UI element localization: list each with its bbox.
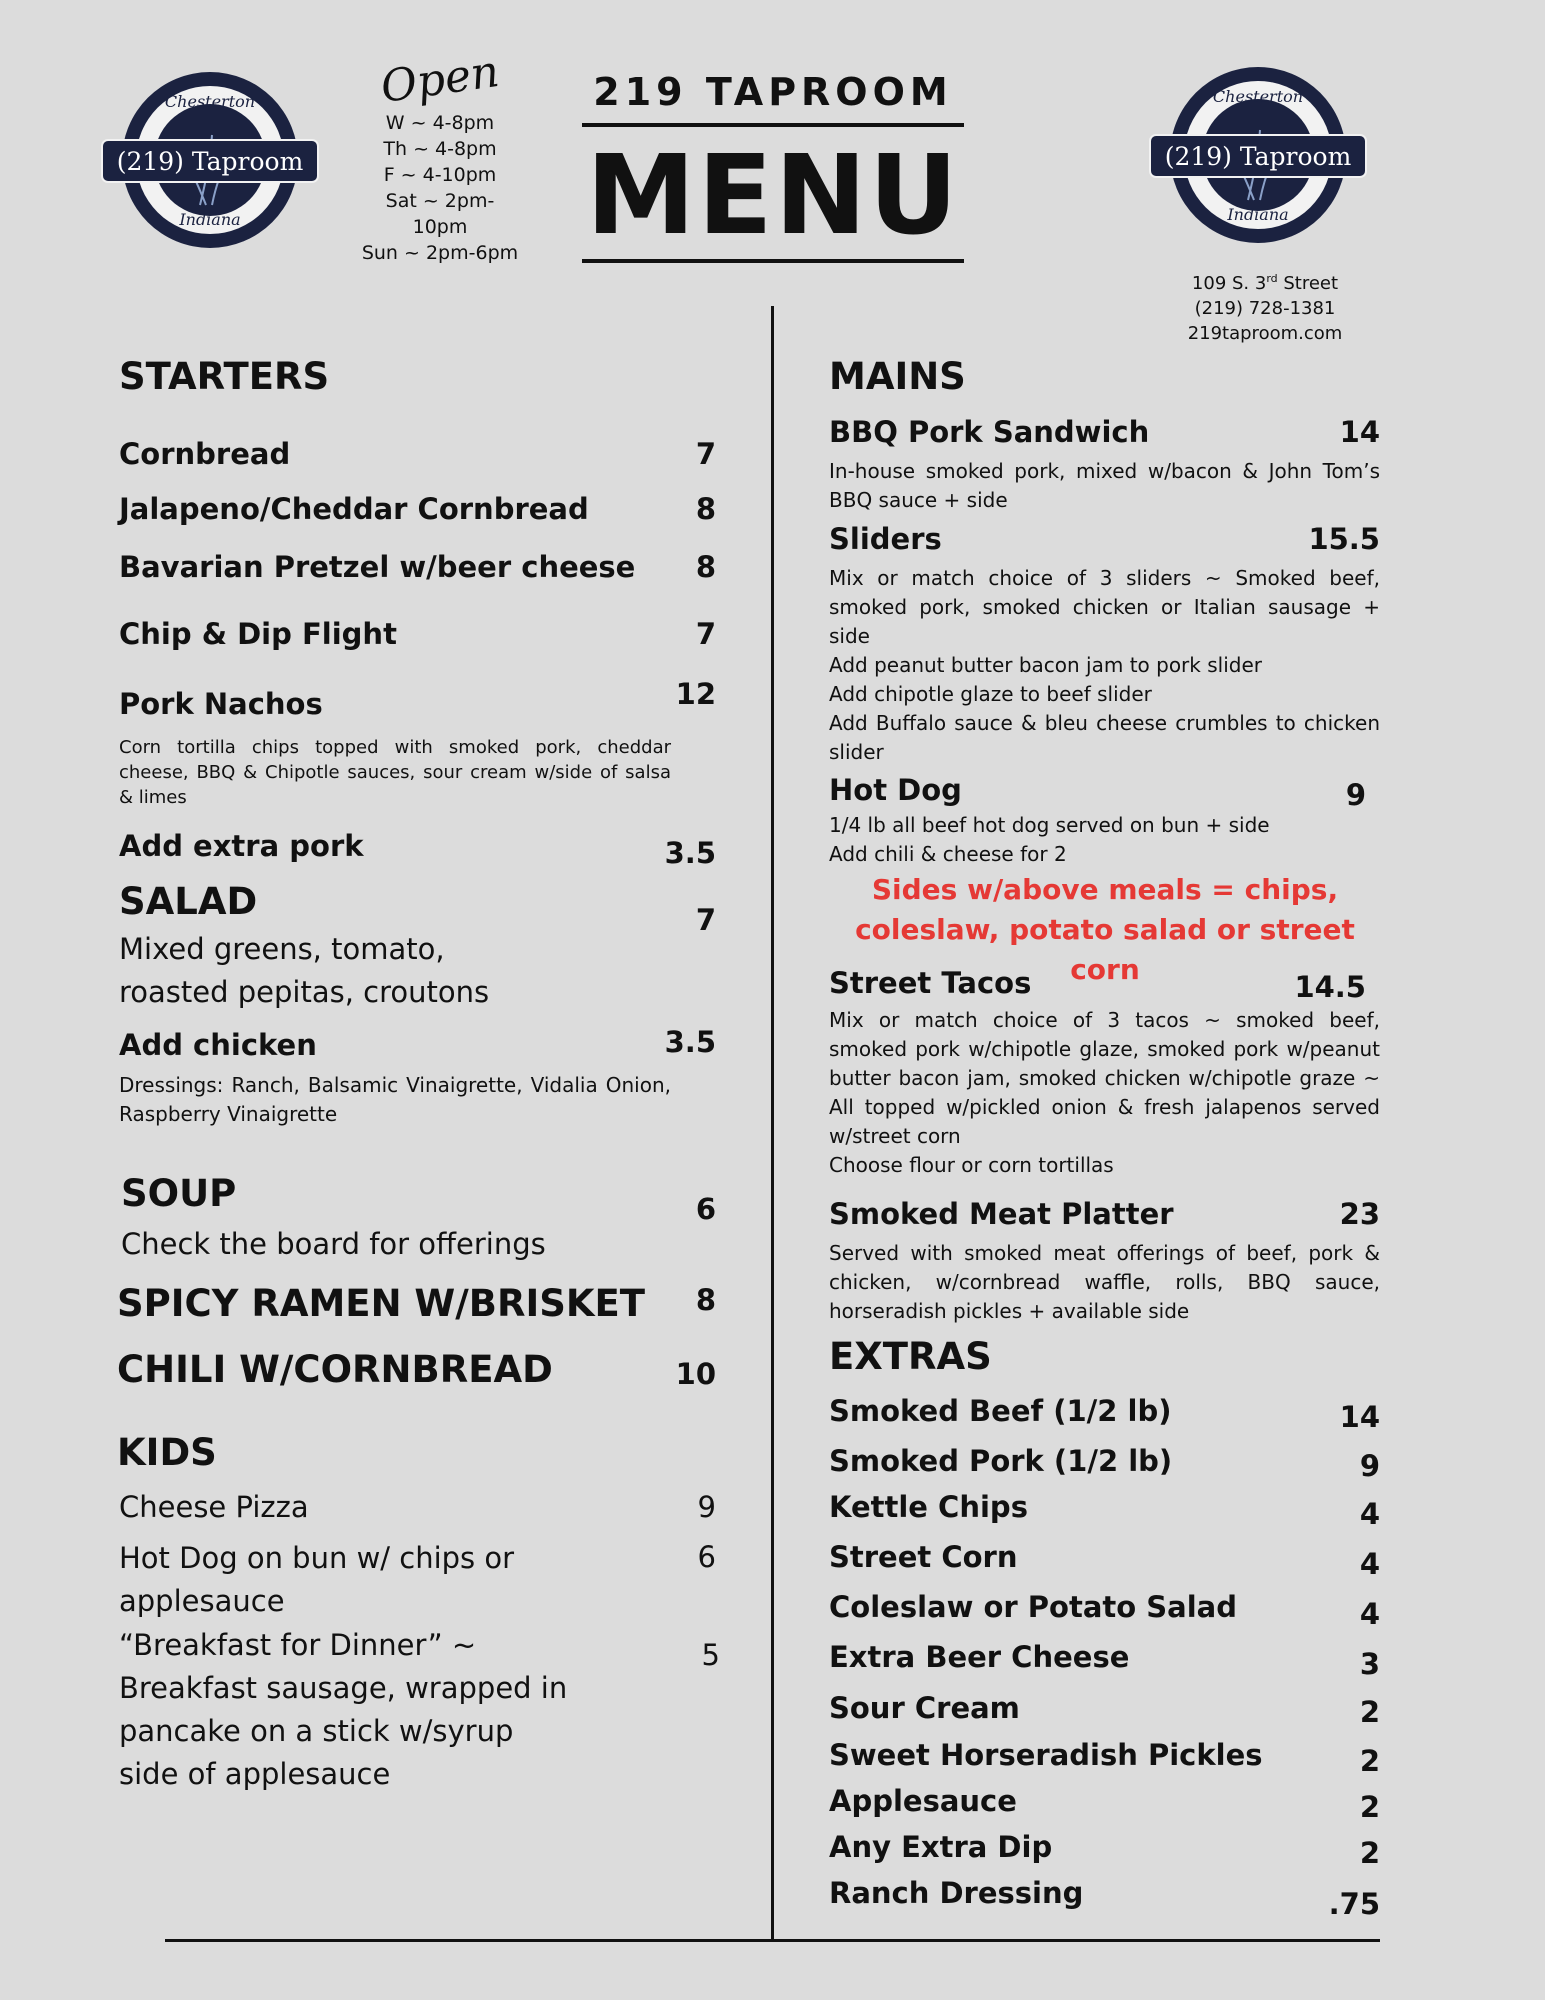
salad-dressings: Dressings: Ranch, Balsamic Vinaigrette, Vidalia Onion, Raspberry Vinaigrette <box>119 1073 671 1126</box>
chili-price: 10 <box>675 1357 716 1391</box>
menu-item-price: 5 <box>701 1638 720 1672</box>
menu-item-price: 4 <box>1359 1547 1380 1581</box>
menu-item-name: Sliders <box>829 522 942 556</box>
logo-bottom-text: Indiana <box>1227 205 1289 224</box>
menu-item-price: 3 <box>1359 1647 1380 1681</box>
chili-title: CHILI W/CORNBREAD <box>117 1348 553 1391</box>
salad-description: Mixed greens, tomato, <box>119 932 445 966</box>
menu-title: MENU <box>586 131 960 259</box>
menu-item-price: 12 <box>675 677 716 711</box>
hours-line: W ~ 4-8pm <box>385 112 495 134</box>
menu-item-price: 8 <box>695 492 716 526</box>
menu-item-price: .75 <box>1328 1887 1380 1921</box>
menu-item-price: 23 <box>1339 1197 1380 1231</box>
menu-item-name: Street Corn <box>829 1540 1018 1574</box>
salad-title: SALAD <box>119 880 258 923</box>
menu-item-name: BBQ Pork Sandwich <box>829 415 1150 449</box>
logo-center-text: (219) Taproom <box>116 147 304 176</box>
ramen-title: SPICY RAMEN W/BRISKET <box>117 1282 646 1325</box>
menu-item-price: 8 <box>695 550 716 584</box>
menu-item-price: 9 <box>697 1490 716 1524</box>
menu-item-name: Sweet Horseradish Pickles <box>829 1738 1263 1772</box>
hours-line: Th ~ 4-8pm <box>383 138 497 160</box>
menu-item-price: 14 <box>1339 415 1380 449</box>
soup-price: 6 <box>695 1192 716 1226</box>
website: 219taproom.com <box>1187 323 1343 344</box>
menu-item-name: Chip & Dip Flight <box>119 617 397 651</box>
menu-item-price: 3.5 <box>664 836 716 870</box>
menu-item-name: Coleslaw or Potato Salad <box>829 1590 1238 1624</box>
menu-item-price: 4 <box>1359 1597 1380 1631</box>
kids-breakfast: “Breakfast for Dinner” ~ Breakfast sausage, wrapped in pancake on a stick w/syrup side of applesauce <box>119 1628 568 1791</box>
logo-center-text: (219) Taproom <box>1164 142 1352 171</box>
salad-price: 7 <box>695 903 716 937</box>
mains-title: MAINS <box>829 355 966 398</box>
menu-item-price: 14.5 <box>1294 970 1366 1004</box>
menu-item-price: 15.5 <box>1308 522 1380 556</box>
menu-item-name: Cheese Pizza <box>119 1490 309 1524</box>
salad-description: roasted pepitas, croutons <box>119 975 490 1009</box>
menu-item-name: Street Tacos <box>829 966 1032 1000</box>
open-label: Open <box>377 45 503 114</box>
logo-left <box>100 65 320 255</box>
menu-item-price: 2 <box>1359 1790 1380 1824</box>
menu-item-name: Smoked Beef (1/2 lb) <box>829 1394 1172 1428</box>
menu-item-name: Ranch Dressing <box>829 1876 1084 1910</box>
menu-item-name: Applesauce <box>829 1784 1017 1818</box>
menu-item-description: 1/4 lb all beef hot dog served on bun + side Add chili & cheese for 2 <box>829 813 1270 866</box>
menu-item-name: Extra Beer Cheese <box>829 1640 1130 1674</box>
ramen-price: 8 <box>695 1283 716 1317</box>
column-divider <box>771 306 774 1942</box>
hours-line: Sat ~ 2pm-10pm <box>385 190 495 238</box>
menu-item-price: 9 <box>1345 778 1366 812</box>
logo-right <box>1148 60 1368 250</box>
menu-item-name: Smoked Meat Platter <box>829 1197 1174 1231</box>
contact-info <box>1150 266 1380 346</box>
logo-bottom-text: Indiana <box>179 210 241 229</box>
kids-title: KIDS <box>117 1431 217 1474</box>
menu-item-price: 6 <box>697 1540 716 1574</box>
menu-item-name: Hot Dog <box>829 773 962 807</box>
menu-item-price: 7 <box>695 437 716 471</box>
extras-title: EXTRAS <box>829 1335 992 1378</box>
address: 109 S. 3rd Street <box>1191 272 1339 294</box>
menu-item-name: Add chicken <box>119 1028 317 1062</box>
menu-item-description: Served with smoked meat offerings of beef, pork & chicken, w/cornbread waffle, rolls, BBQ sauce, horseradish pickles + available side <box>829 1241 1380 1323</box>
menu-item-name: Kettle Chips <box>829 1490 1028 1524</box>
logo-top-text: Chesterton <box>1212 87 1304 106</box>
menu-item-description: Mix or match choice of 3 sliders ~ Smoked beef, smoked pork, smoked chicken or Italian sausage + side Add peanut butter bacon jam to pork slider Add chipotle glaze to beef slider Add Buffalo sauce & bleu cheese crumbles to chicken slider <box>829 566 1380 764</box>
title-rule-bottom <box>582 259 964 263</box>
menu-item-price: 2 <box>1359 1836 1380 1870</box>
menu-item-price: 9 <box>1359 1449 1380 1483</box>
menu-item-name: Pork Nachos <box>119 687 323 721</box>
brand-name: 219 TAPROOM <box>593 70 953 114</box>
menu-item-description: In-house smoked pork, mixed w/bacon & John Tom’s BBQ sauce + side <box>829 459 1380 512</box>
menu-item-name: Smoked Pork (1/2 lb) <box>829 1444 1173 1478</box>
menu-item-price: 4 <box>1359 1497 1380 1531</box>
starters-title: STARTERS <box>119 355 330 398</box>
menu-item-name: Cornbread <box>119 437 291 471</box>
logo-top-text: Chesterton <box>164 92 256 111</box>
menu-item-description: Mix or match choice of 3 tacos ~ smoked beef, smoked pork w/chipotle glaze, smoked pork w/peanut butter bacon jam, smoked chicken w/chipotle graze ~ All topped w/pickled onion & fresh jalapenos served w/street corn Choose flour or corn tortillas <box>829 1008 1380 1177</box>
menu-item-name: Sour Cream <box>829 1691 1020 1725</box>
kids-hotdog: Hot Dog on bun w/ chips or applesauce <box>119 1541 515 1618</box>
title-rule-top <box>582 123 964 127</box>
phone-number: (219) 728-1381 <box>1194 298 1336 319</box>
menu-item-price: 3.5 <box>664 1025 716 1059</box>
opening-hours <box>360 45 520 266</box>
menu-item-name: Jalapeno/Cheddar Cornbread <box>119 492 589 526</box>
hours-line: Sun ~ 2pm-6pm <box>361 242 519 264</box>
menu-item-price: 7 <box>695 617 716 651</box>
soup-description: Check the board for offerings <box>121 1227 546 1261</box>
menu-item-price: 14 <box>1339 1400 1380 1434</box>
hours-line: F ~ 4-10pm <box>383 164 497 186</box>
bottom-rule <box>165 1939 1380 1942</box>
soup-title: SOUP <box>121 1172 237 1215</box>
sides-note: Sides w/above meals = chips, coleslaw, potato salad or street corn <box>855 873 1355 986</box>
menu-item-price: 2 <box>1359 1695 1380 1729</box>
menu-item-name: Bavarian Pretzel w/beer cheese <box>119 550 636 584</box>
menu-item-price: 2 <box>1359 1744 1380 1778</box>
menu-item-name: Add extra pork <box>119 829 364 863</box>
menu-item-description: Corn tortilla chips topped with smoked pork, cheddar cheese, BBQ & Chipotle sauces, sour cream w/side of salsa & limes <box>119 737 671 808</box>
menu-item-name: Any Extra Dip <box>829 1830 1053 1864</box>
